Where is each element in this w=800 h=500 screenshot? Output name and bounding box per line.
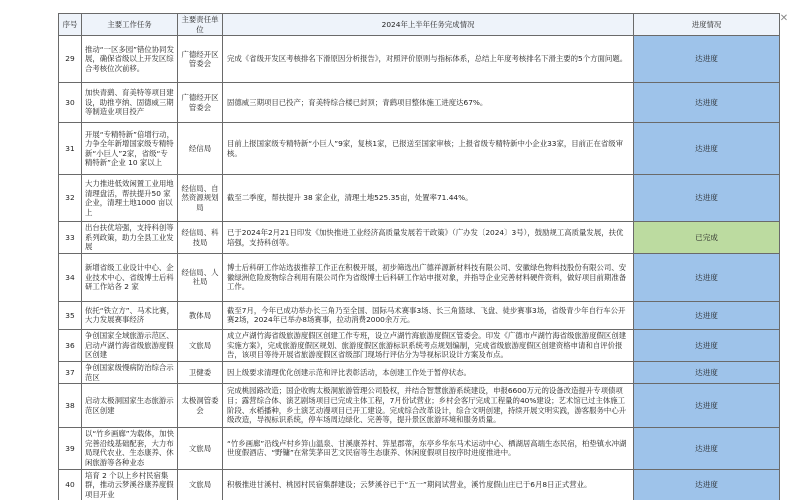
cell-desc: “竹乡画廊”沿线卢村乡笄山温泉、甘溪康养村、笄星郡蒂，东亭乡华东马术运动中心、栖湖居高端生态民宿，柏垫镇水冲湖世度假酒店、“野镛”在常笑茅田艺文民宿等生态康养、休闲度假项目按序时进度推进中。: [223, 428, 634, 469]
table-row: [59, 253, 780, 301]
cell-status: 达进度: [634, 36, 780, 83]
table-row: [59, 301, 780, 329]
cell-desc: 完成《省级开发区考核排名下滑原因分析报告》，对照评价原则与指标体系，总结上年度考核排名下滑主要的5个方面问题。: [223, 36, 634, 83]
header-status: 进度情况: [634, 14, 780, 36]
cell-unit: 教体局: [178, 301, 223, 329]
cell-status: 达进度: [634, 83, 780, 123]
close-icon[interactable]: ✕: [779, 13, 789, 24]
cell-task: 大力推进低效闲置工业用地清理盘活，帮扶提升50 家企业，清理土地1000 亩以上: [82, 175, 178, 222]
cell-num: 35: [59, 301, 82, 329]
cell-num: 39: [59, 428, 82, 469]
cell-unit: 卫健委: [178, 361, 223, 383]
table-row: [59, 83, 780, 123]
cell-task: 出台扶优培强，支持科创等系列政策，助力全县工业发展: [82, 222, 178, 254]
cell-task: 启动太极洞国家生态旅游示范区创建: [82, 384, 178, 428]
cell-unit: 广德经开区管委会: [178, 36, 223, 83]
cell-task: 开展“专精特新”倍增行动，力争全年新增国家级专精特新“小巨人”2家，省级“专精特新”企业 10 家以上: [82, 123, 178, 175]
table-row: [59, 384, 780, 428]
cell-unit: 经信局、自然资源规划局: [178, 175, 223, 222]
cell-desc: 成立卢湖竹海省级旅游度假区创建工作专班，设立卢湖竹海旅游度假区管委会。印发《广德市卢湖竹海省级旅游度假区创建实施方案》，完成旅游度假区规划、旅游度假区旅游标识系统考点规划编制，完成省级旅游度假区创建资格申请和自评价报告，该项目等待开展省旅游度假区省级部门现场行评估分为导视标识设计方案及布点。: [223, 329, 634, 361]
cell-desc: 积极推进甘溪村、桃园村民宿集群建设；云梦溪谷已于“五一”期间试营业，溪竹度假山庄已于6月8日正式营业。: [223, 469, 634, 500]
cell-status: 达进度: [634, 123, 780, 175]
cell-unit: 太极洞管委会: [178, 384, 223, 428]
cell-task: 加快青鹞、育美特等项目建设，助推亨纳、固德威三期等制造业项目投产: [82, 83, 178, 123]
table-row: [59, 36, 780, 83]
cell-status: 达进度: [634, 428, 780, 469]
cell-unit: 文旅局: [178, 428, 223, 469]
cell-num: 32: [59, 175, 82, 222]
table-header-row: [59, 14, 780, 36]
cell-desc: 完成桃园路改造；国企收购太极洞旅游管理公司股权，并结合智慧旅游系统建设，申报6600万元的设备改造提升专项债项目；露营综合体、演艺剧场项目已完成主体工程，7月份试营业；乡村会客厅完成工程量的40%建设；艺术馆已过主体施工阶段、水稻播种，乡土演艺动漫项目已开工建设。完成综合改革设计，综合文明创建，持续开展文明实践，游客服务中心升级改造，导视标识系统，停车场周边绿化、完善等，提升景区旅游环境和服务质量。: [223, 384, 634, 428]
cell-task: 新增省级工业设计中心、企业技术中心、省级博士后科研工作站各 2 家: [82, 253, 178, 301]
cell-num: 29: [59, 36, 82, 83]
cell-num: 31: [59, 123, 82, 175]
cell-unit: 广德经开区管委会: [178, 83, 223, 123]
table-row: [59, 222, 780, 254]
cell-num: 36: [59, 329, 82, 361]
cell-num: 40: [59, 469, 82, 500]
cell-desc: 截至7月，今年已成功举办长三角乃至全国、国际马术赛事3场、长三角篮球、飞盘、徒步赛事3场，省级青少年自行车公开赛2场，2024年已举办8场赛事，拉动消费2000余万元。: [223, 301, 634, 329]
cell-desc: 目前上报国家级专精特新“小巨人”9家，复核1家，已报送至国家审核；上报省级专精特新中小企业33家，目前正在省级审核。: [223, 123, 634, 175]
header-task: 主要工作任务: [82, 14, 178, 36]
table-row: [59, 428, 780, 469]
cell-status: 达进度: [634, 253, 780, 301]
cell-num: 37: [59, 361, 82, 383]
cell-unit: 经信局、人社局: [178, 253, 223, 301]
cell-unit: 文旅局: [178, 469, 223, 500]
cell-status: 达进度: [634, 361, 780, 383]
table-row: [59, 469, 780, 500]
header-desc: 2024年上半年任务完成情况: [223, 14, 634, 36]
cell-task: 以“竹乡画廊”为载体，加快完善沿线基础配套，大力布局现代农业、生态康养、休闲旅游等各种业态: [82, 428, 178, 469]
cell-status: 达进度: [634, 301, 780, 329]
cell-status: 达进度: [634, 384, 780, 428]
cell-status: 达进度: [634, 175, 780, 222]
header-unit: 主要责任单位: [178, 14, 223, 36]
cell-num: 30: [59, 83, 82, 123]
cell-desc: 因上级要求清理优化创建示范和评比表彰活动，本创建工作处于暂停状态。: [223, 361, 634, 383]
cell-num: 33: [59, 222, 82, 254]
cell-task: 争创国家全域旅游示范区、启动卢湖竹海省级旅游度假区创建: [82, 329, 178, 361]
cell-task: 推动“一区多园”错位协同发展，确保省级以上开发区综合考核位次前移。: [82, 36, 178, 83]
cell-status: 已完成: [634, 222, 780, 254]
cell-task: 培育 2 个以上乡村民宿集群，推动云梦溪谷康养度假项目开业: [82, 469, 178, 500]
header-num: 序号: [59, 14, 82, 36]
cell-unit: 经信局: [178, 123, 223, 175]
cell-unit: 文旅局: [178, 329, 223, 361]
cell-status: 达进度: [634, 329, 780, 361]
cell-status: 达进度: [634, 469, 780, 500]
cell-desc: 博士后科研工作站选拔推荐工作正在积极开展，初步筛选出广德祥源新材料技有限公司、安徽绿色物料技股份有限公司、安徽绿洲危险废物综合利用有限公司作为省级博士后科研工作站申报对象，并指导企业完善材料硬件资料，做好项目前期准备工作。: [223, 253, 634, 301]
table-row: [59, 329, 780, 361]
cell-num: 34: [59, 253, 82, 301]
cell-desc: 固德威三期项目已投产；育美特综合楼已封顶；青鹞项目整体施工进度达67%。: [223, 83, 634, 123]
cell-desc: 已于2024年2月21日印发《加快推进工业经济高质量发展若干政策》（广办发〔2024〕3号），鼓励规工高质量发展，扶优培强，支持科创等。: [223, 222, 634, 254]
cell-desc: 截至二季度，帮扶提升 38 家企业，清理土地525.35亩，处置率71.44%。: [223, 175, 634, 222]
cell-num: 38: [59, 384, 82, 428]
table-row: [59, 123, 780, 175]
table-row: [59, 361, 780, 383]
cell-task: 依托“铁立方”、马术比赛，大力发展赛事经济: [82, 301, 178, 329]
table-row: [59, 175, 780, 222]
cell-task: 争创国家级慢病防治综合示范区: [82, 361, 178, 383]
cell-unit: 经信局、科技局: [178, 222, 223, 254]
task-progress-table: [58, 13, 780, 500]
